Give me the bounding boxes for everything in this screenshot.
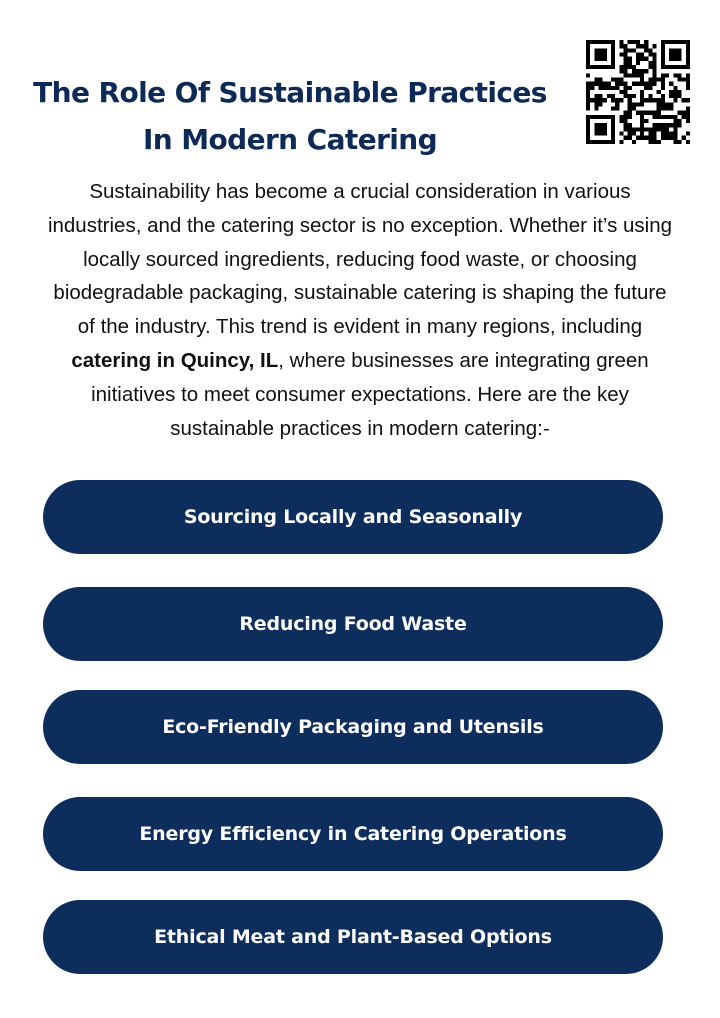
- intro-line-rest: , where businesses are integrating green: [278, 348, 649, 372]
- practice-energy-efficiency[interactable]: [43, 797, 663, 871]
- intro-line: industries, and the catering sector is no exception. Whether it’s using: [47, 213, 673, 237]
- intro-line: Sustainability has become a crucial consideration in various: [89, 180, 631, 203]
- intro-paragraph: [22, 175, 698, 445]
- intro-line: of the industry. This trend is evident in many regions, including: [77, 315, 643, 339]
- practice-sourcing-locally[interactable]: [43, 480, 663, 554]
- intro-line: locally sourced ingredients, reducing food waste, or choosing: [83, 247, 637, 271]
- practice-label: Ethical Meat and Plant-Based Options: [154, 926, 552, 948]
- intro-line: [22, 344, 698, 378]
- quincy-catering-link-text[interactable]: catering in Quincy, IL: [71, 348, 279, 372]
- practice-label: Energy Efficiency in Catering Operations: [139, 823, 567, 845]
- practice-reducing-food-waste[interactable]: [43, 587, 663, 661]
- intro-line: biodegradable packaging, sustainable catering is shaping the future: [53, 281, 667, 305]
- practice-eco-friendly-packaging[interactable]: [43, 690, 663, 764]
- title-line-1: The Role Of Sustainable Practices: [33, 75, 547, 109]
- intro-line: sustainable practices in modern catering:-: [170, 416, 550, 440]
- practice-label: Sourcing Locally and Seasonally: [183, 506, 523, 528]
- page-title: [20, 69, 560, 163]
- qr-code-icon: [586, 40, 690, 144]
- practice-ethical-meat[interactable]: [43, 900, 663, 974]
- practice-label: Eco-Friendly Packaging and Utensils: [162, 716, 544, 738]
- practice-label: Reducing Food Waste: [239, 613, 467, 635]
- intro-line: initiatives to meet consumer expectations. Here are the key: [91, 382, 629, 406]
- title-line-2: In Modern Catering: [142, 122, 438, 156]
